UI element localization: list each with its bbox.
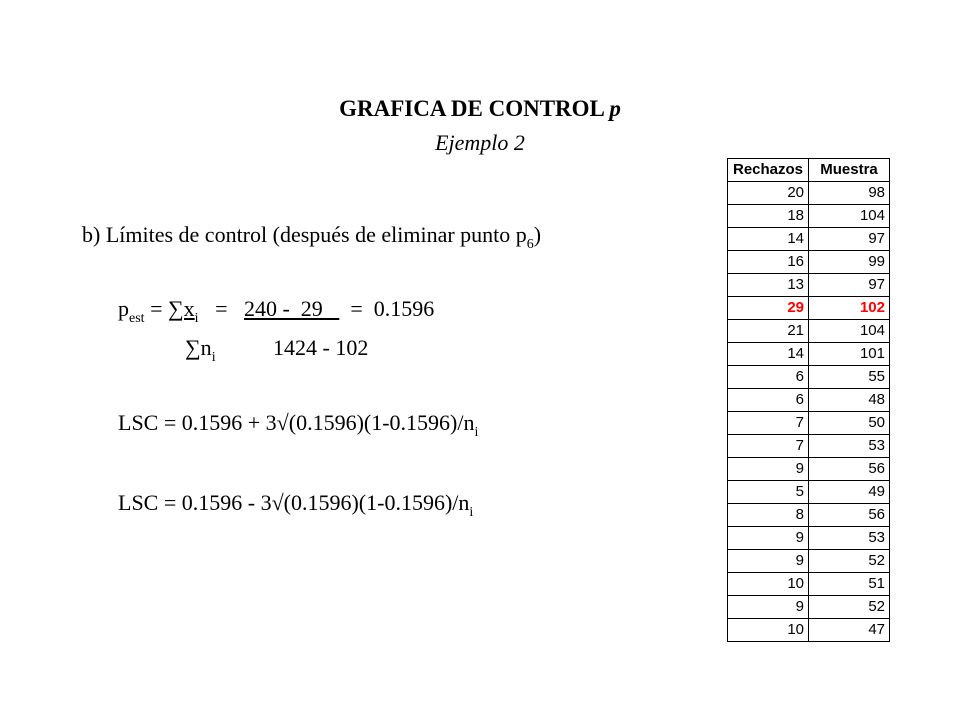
cell-muestra: 48 — [809, 389, 890, 412]
cell-rechazos: 7 — [728, 412, 809, 435]
cell-muestra: 102 — [809, 297, 890, 320]
cell-rechazos: 6 — [728, 389, 809, 412]
cell-rechazos: 9 — [728, 550, 809, 573]
cell-muestra: 104 — [809, 205, 890, 228]
cell-rechazos: 14 — [728, 343, 809, 366]
section-heading — [82, 222, 541, 253]
table-row — [728, 389, 890, 412]
formula-line-1 — [118, 296, 434, 327]
eq1: = — [144, 296, 168, 321]
cell-muestra: 97 — [809, 228, 890, 251]
page-subtitle: Ejemplo 2 — [435, 130, 525, 155]
table-row — [728, 412, 890, 435]
cell-muestra: 49 — [809, 481, 890, 504]
cell-rechazos: 21 — [728, 320, 809, 343]
table-row — [728, 320, 890, 343]
section-text: b) Límites de control (después de eliminar punto p — [82, 222, 527, 247]
sum-x-text: ∑x — [167, 296, 195, 321]
cell-rechazos: 8 — [728, 504, 809, 527]
header-rechazos: Rechazos — [728, 159, 809, 182]
title-text: GRAFICA DE CONTROL — [339, 96, 604, 121]
table-row — [728, 504, 890, 527]
cell-rechazos: 18 — [728, 205, 809, 228]
p-sub: est — [129, 311, 145, 326]
cell-rechazos: 9 — [728, 527, 809, 550]
table-row — [728, 527, 890, 550]
result: = 0.1596 — [339, 296, 435, 321]
cell-muestra: 56 — [809, 504, 890, 527]
cell-muestra: 47 — [809, 619, 890, 642]
table-row — [728, 619, 890, 642]
table-row — [728, 550, 890, 573]
eq2: = — [198, 296, 244, 321]
cell-rechazos: 6 — [728, 366, 809, 389]
cell-rechazos: 9 — [728, 458, 809, 481]
cell-rechazos: 16 — [728, 251, 809, 274]
p-label: p — [118, 296, 129, 321]
title-variable: p — [609, 96, 621, 121]
cell-muestra: 97 — [809, 274, 890, 297]
cell-rechazos: 14 — [728, 228, 809, 251]
table-row — [728, 343, 890, 366]
table-header-row — [728, 159, 890, 182]
lsc-upper — [118, 410, 478, 441]
cell-muestra: 52 — [809, 596, 890, 619]
table-row — [728, 596, 890, 619]
cell-muestra: 101 — [809, 343, 890, 366]
cell-rechazos: 5 — [728, 481, 809, 504]
cell-rechazos: 10 — [728, 619, 809, 642]
cell-muestra: 104 — [809, 320, 890, 343]
page-title — [0, 96, 960, 122]
sum-n: ∑n — [185, 335, 212, 360]
x-sub: i — [194, 311, 199, 326]
lsc-lower — [118, 490, 473, 521]
denominator: 1424 - 102 — [273, 335, 369, 360]
section-sub: 6 — [526, 237, 534, 252]
cell-muestra: 53 — [809, 527, 890, 550]
table-row — [728, 366, 890, 389]
table-row — [728, 228, 890, 251]
lsc-upper-text: LSC = 0.1596 + 3√(0.1596)(1-0.1596)/n — [118, 410, 475, 435]
cell-muestra: 52 — [809, 550, 890, 573]
table-row — [728, 274, 890, 297]
table-row — [728, 205, 890, 228]
table-row — [728, 481, 890, 504]
cell-rechazos: 20 — [728, 182, 809, 205]
table-row — [728, 435, 890, 458]
cell-rechazos: 29 — [728, 297, 809, 320]
cell-muestra: 56 — [809, 458, 890, 481]
table-row — [728, 458, 890, 481]
cell-muestra: 99 — [809, 251, 890, 274]
header-muestra: Muestra — [809, 159, 890, 182]
numerator: 240 - 29 — [243, 296, 340, 321]
cell-muestra: 53 — [809, 435, 890, 458]
cell-muestra: 50 — [809, 412, 890, 435]
n-sub: i — [211, 350, 216, 365]
section-close: ) — [533, 222, 542, 247]
cell-rechazos: 7 — [728, 435, 809, 458]
cell-rechazos: 9 — [728, 596, 809, 619]
formula-line-2 — [185, 335, 216, 366]
data-table — [727, 158, 890, 642]
table-row — [728, 297, 890, 320]
table-row — [728, 251, 890, 274]
cell-muestra: 51 — [809, 573, 890, 596]
cell-rechazos: 13 — [728, 274, 809, 297]
cell-muestra: 98 — [809, 182, 890, 205]
table-row — [728, 573, 890, 596]
lsc-lower-text: LSC = 0.1596 - 3√(0.1596)(1-0.1596)/n — [118, 490, 470, 515]
lsc-lower-sub: i — [469, 505, 474, 520]
table-row — [728, 182, 890, 205]
sum-x — [167, 296, 199, 326]
cell-muestra: 55 — [809, 366, 890, 389]
cell-rechazos: 10 — [728, 573, 809, 596]
lsc-upper-sub: i — [474, 425, 479, 440]
